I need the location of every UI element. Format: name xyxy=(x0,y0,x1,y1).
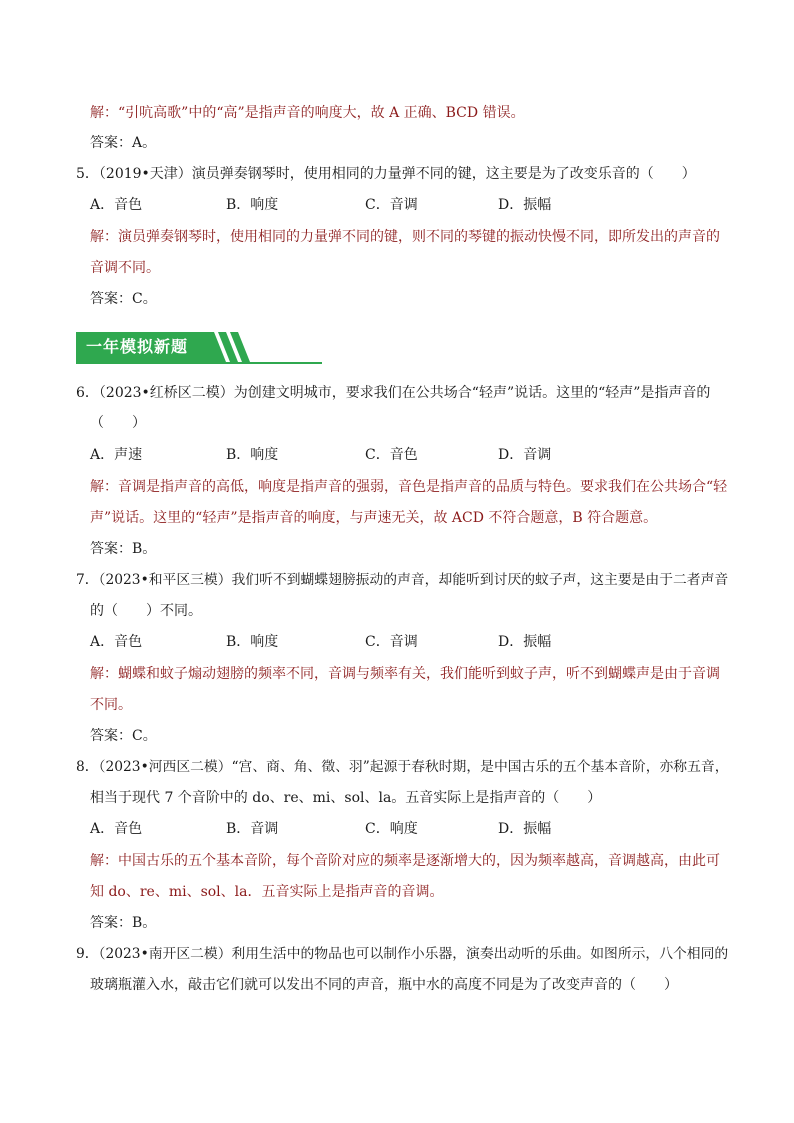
question-stem: 7．（2023•和平区三模）我们听不到蝴蝶翅膀振动的声音，却能听到讨厌的蚊子声，这主要是由于二者声音 xyxy=(76,572,729,588)
question-stem: （ ） xyxy=(90,415,146,431)
option-b: B．响度 xyxy=(226,634,279,650)
option-a: A．声速 xyxy=(90,447,143,463)
solution-text: 声”说话。这里的“轻声”是指声音的响度，与声速无关，故 ACD 不符合题意，B 符合题意。 xyxy=(90,510,658,526)
solution-text: 解：音调是指声音的高低，响度是指声音的强弱，音色是指声音的品质与特色。要求我们在公共场合“轻 xyxy=(90,479,728,495)
option-b: B．音调 xyxy=(226,821,279,837)
solution-text: 不同。 xyxy=(90,697,132,713)
question-stem: 6．（2023•红桥区二模）为创建文明城市，要求我们在公共场合“轻声”说话。这里的“轻声”是指声音的 xyxy=(76,385,711,401)
answer-text: 答案：C。 xyxy=(90,291,157,307)
solution-text: 解：中国古乐的五个基本音阶，每个音阶对应的频率是逐渐增大的，因为频率越高，音调越高，由此可 xyxy=(90,853,720,869)
option-a: A．音色 xyxy=(90,634,143,650)
question-stem: 相当于现代 7 个音阶中的 do、re、mi、sol、la。五音实际上是指声音的（ ） xyxy=(90,790,602,806)
option-c: C．音调 xyxy=(365,197,418,213)
option-b: B．响度 xyxy=(226,447,279,463)
option-d: D．振幅 xyxy=(498,821,552,837)
section-title: 一年模拟新题 xyxy=(86,337,189,356)
question-stem: 5．（2019•天津）演员弹奏钢琴时，使用相同的力量弹不同的键，这主要是为了改变乐音的（ ） xyxy=(76,166,696,182)
option-c: C．音色 xyxy=(365,447,418,463)
option-a: A．音色 xyxy=(90,197,143,213)
answer-text: 答案：B。 xyxy=(90,541,157,557)
solution-text: 解：“引吭高歌”中的“高”是指声音的响度大，故 A 正确、BCD 错误。 xyxy=(90,105,525,121)
section-banner xyxy=(76,330,322,364)
solution-text: 音调不同。 xyxy=(90,260,160,276)
question-stem: 玻璃瓶灌入水，敲击它们就可以发出不同的声音，瓶中水的高度不同是为了改变声音的（ ） xyxy=(90,977,678,993)
answer-text: 答案：B。 xyxy=(90,915,157,931)
option-d: D．振幅 xyxy=(498,197,552,213)
answer-text: 答案：A。 xyxy=(90,135,157,151)
question-stem: 的（ ）不同。 xyxy=(90,603,202,619)
solution-text: 解：演员弹奏钢琴时，使用相同的力量弹不同的键，则不同的琴键的振动快慢不同，即所发出的声音的 xyxy=(90,229,720,245)
question-stem: 9．（2023•南开区二模）利用生活中的物品也可以制作小乐器，演奏出动听的乐曲。如图所示，八个相同的 xyxy=(76,946,729,962)
option-c: C．音调 xyxy=(365,634,418,650)
option-a: A．音色 xyxy=(90,821,143,837)
option-d: D．音调 xyxy=(498,447,552,463)
answer-text: 答案：C。 xyxy=(90,728,157,744)
option-c: C．响度 xyxy=(365,821,418,837)
option-b: B．响度 xyxy=(226,197,279,213)
solution-text: 知 do、re、mi、sol、la．五音实际上是指声音的音调。 xyxy=(90,884,444,900)
question-stem: 8．（2023•河西区二模）“宫、商、角、徵、羽”起源于春秋时期，是中国古乐的五个基本音阶，亦称五音， xyxy=(76,759,729,775)
solution-text: 解：蝴蝶和蚊子煽动翅膀的频率不同，音调与频率有关，我们能听到蚊子声，听不到蝴蝶声是由于音调 xyxy=(90,666,720,682)
option-d: D．振幅 xyxy=(498,634,552,650)
